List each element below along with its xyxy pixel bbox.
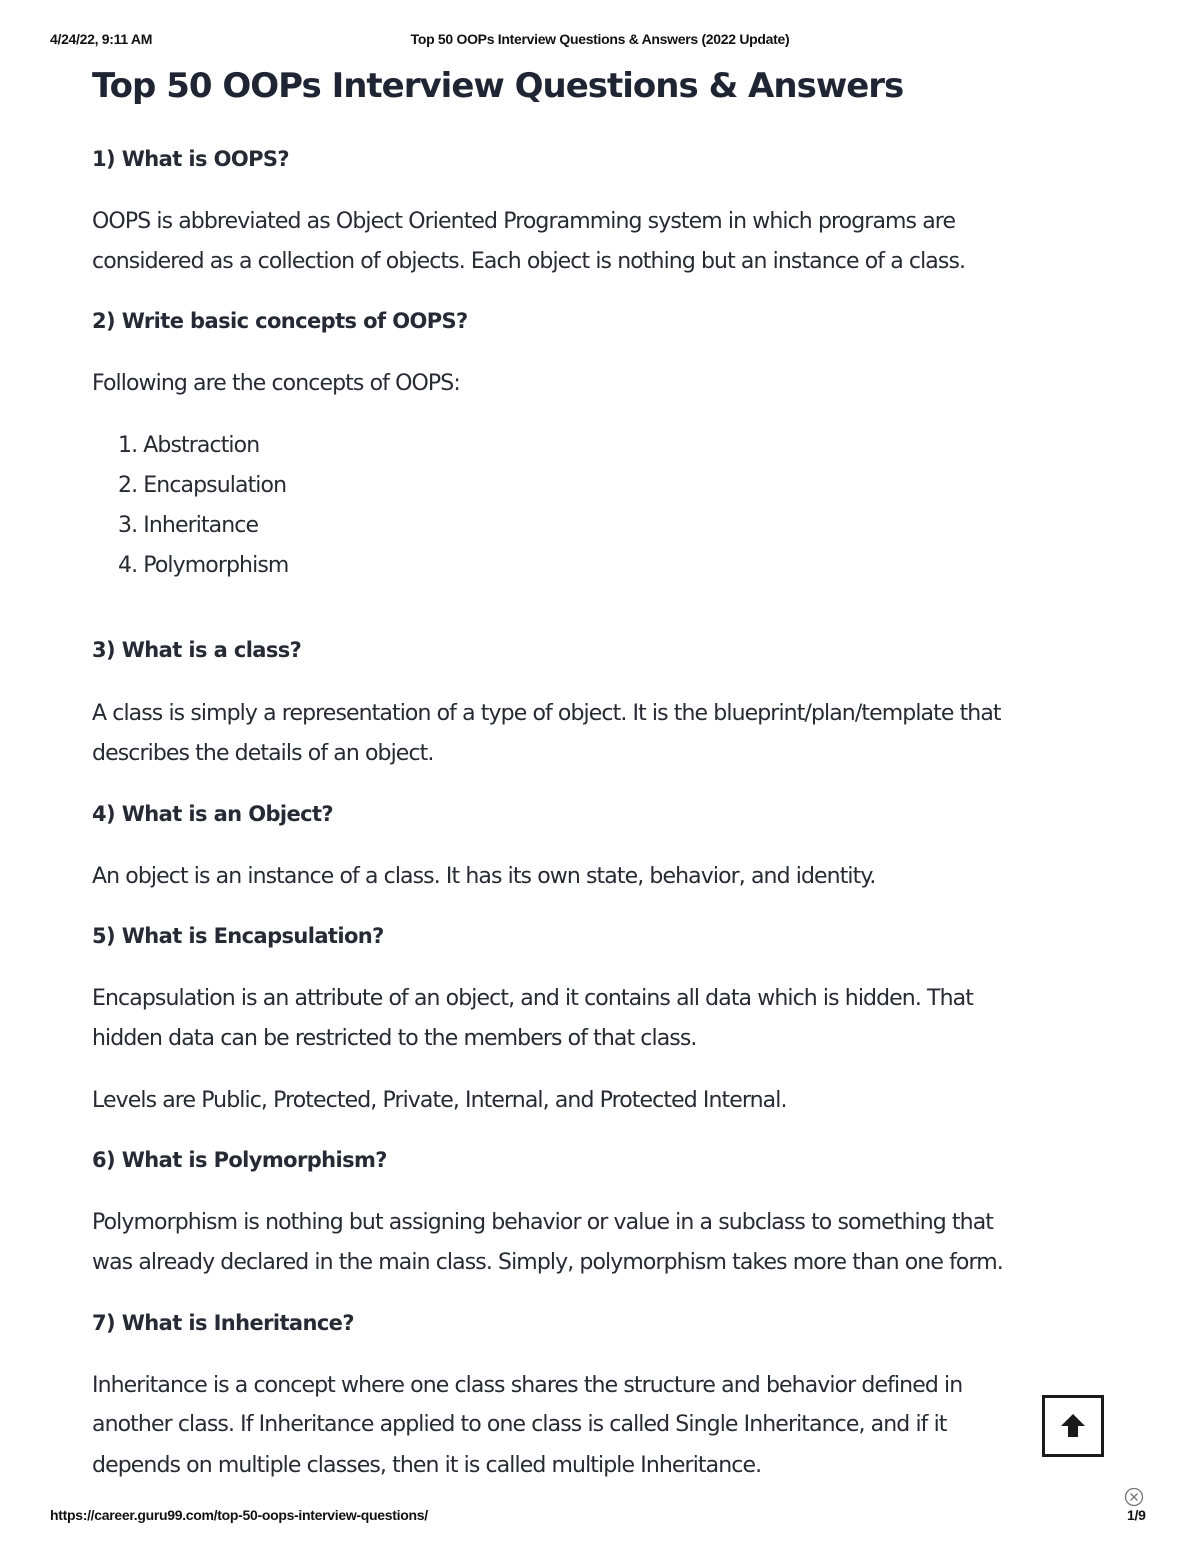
question-heading-5: 5) What is Encapsulation? bbox=[92, 924, 384, 948]
question-heading-6: 6) What is Polymorphism? bbox=[92, 1148, 387, 1172]
question-heading-3: 3) What is a class? bbox=[92, 638, 302, 662]
answer-7-line-1: Inheritance is a concept where one class shares the structure and behavior defined in bbox=[92, 1373, 963, 1398]
close-icon[interactable] bbox=[1124, 1487, 1144, 1507]
concepts-list bbox=[118, 426, 288, 586]
answer-4-line-1: An object is an instance of a class. It has its own state, behavior, and identity. bbox=[92, 864, 876, 889]
list-item: 4. Polymorphism bbox=[118, 553, 289, 578]
question-heading-2: 2) Write basic concepts of OOPS? bbox=[92, 309, 468, 333]
print-header-title: Top 50 OOPs Interview Questions & Answers (2022 Update) bbox=[410, 31, 790, 47]
question-heading-7: 7) What is Inheritance? bbox=[92, 1311, 354, 1335]
list-item: 2. Encapsulation bbox=[118, 473, 287, 498]
question-heading-1: 1) What is OOPS? bbox=[92, 147, 289, 171]
arrow-up-icon bbox=[1058, 1411, 1088, 1441]
print-footer-url: https://career.guru99.com/top-50-oops-interview-questions/ bbox=[50, 1507, 428, 1523]
answer-3-line-1: A class is simply a representation of a type of object. It is the blueprint/plan/template that bbox=[92, 701, 1001, 726]
answer-5-levels: Levels are Public, Protected, Private, Internal, and Protected Internal. bbox=[92, 1088, 787, 1113]
answer-3-line-2: describes the details of an object. bbox=[92, 741, 434, 766]
question-heading-4: 4) What is an Object? bbox=[92, 802, 333, 826]
answer-1-line-1: OOPS is abbreviated as Object Oriented Programming system in which programs are bbox=[92, 209, 956, 234]
answer-2-intro: Following are the concepts of OOPS: bbox=[92, 371, 460, 396]
list-item: 1. Abstraction bbox=[118, 433, 260, 458]
answer-5-line-2: hidden data can be restricted to the members of that class. bbox=[92, 1026, 697, 1051]
answer-7-line-3: depends on multiple classes, then it is called multiple Inheritance. bbox=[92, 1453, 762, 1478]
print-footer-page-number: 1/9 bbox=[1127, 1507, 1146, 1523]
answer-5-line-1: Encapsulation is an attribute of an object, and it contains all data which is hidden. That bbox=[92, 986, 973, 1011]
answer-6-line-1: Polymorphism is nothing but assigning behavior or value in a subclass to something that bbox=[92, 1210, 994, 1235]
scroll-to-top-button[interactable] bbox=[1042, 1395, 1104, 1457]
print-header-datetime: 4/24/22, 9:11 AM bbox=[50, 31, 153, 47]
page-title: Top 50 OOPs Interview Questions & Answers bbox=[92, 66, 904, 106]
answer-1-line-2: considered as a collection of objects. Each object is nothing but an instance of a class. bbox=[92, 249, 966, 274]
list-item: 3. Inheritance bbox=[118, 513, 259, 538]
answer-6-line-2: was already declared in the main class. Simply, polymorphism takes more than one form. bbox=[92, 1250, 1003, 1275]
answer-7-line-2: another class. If Inheritance applied to one class is called Single Inheritance, and if it bbox=[92, 1412, 947, 1437]
